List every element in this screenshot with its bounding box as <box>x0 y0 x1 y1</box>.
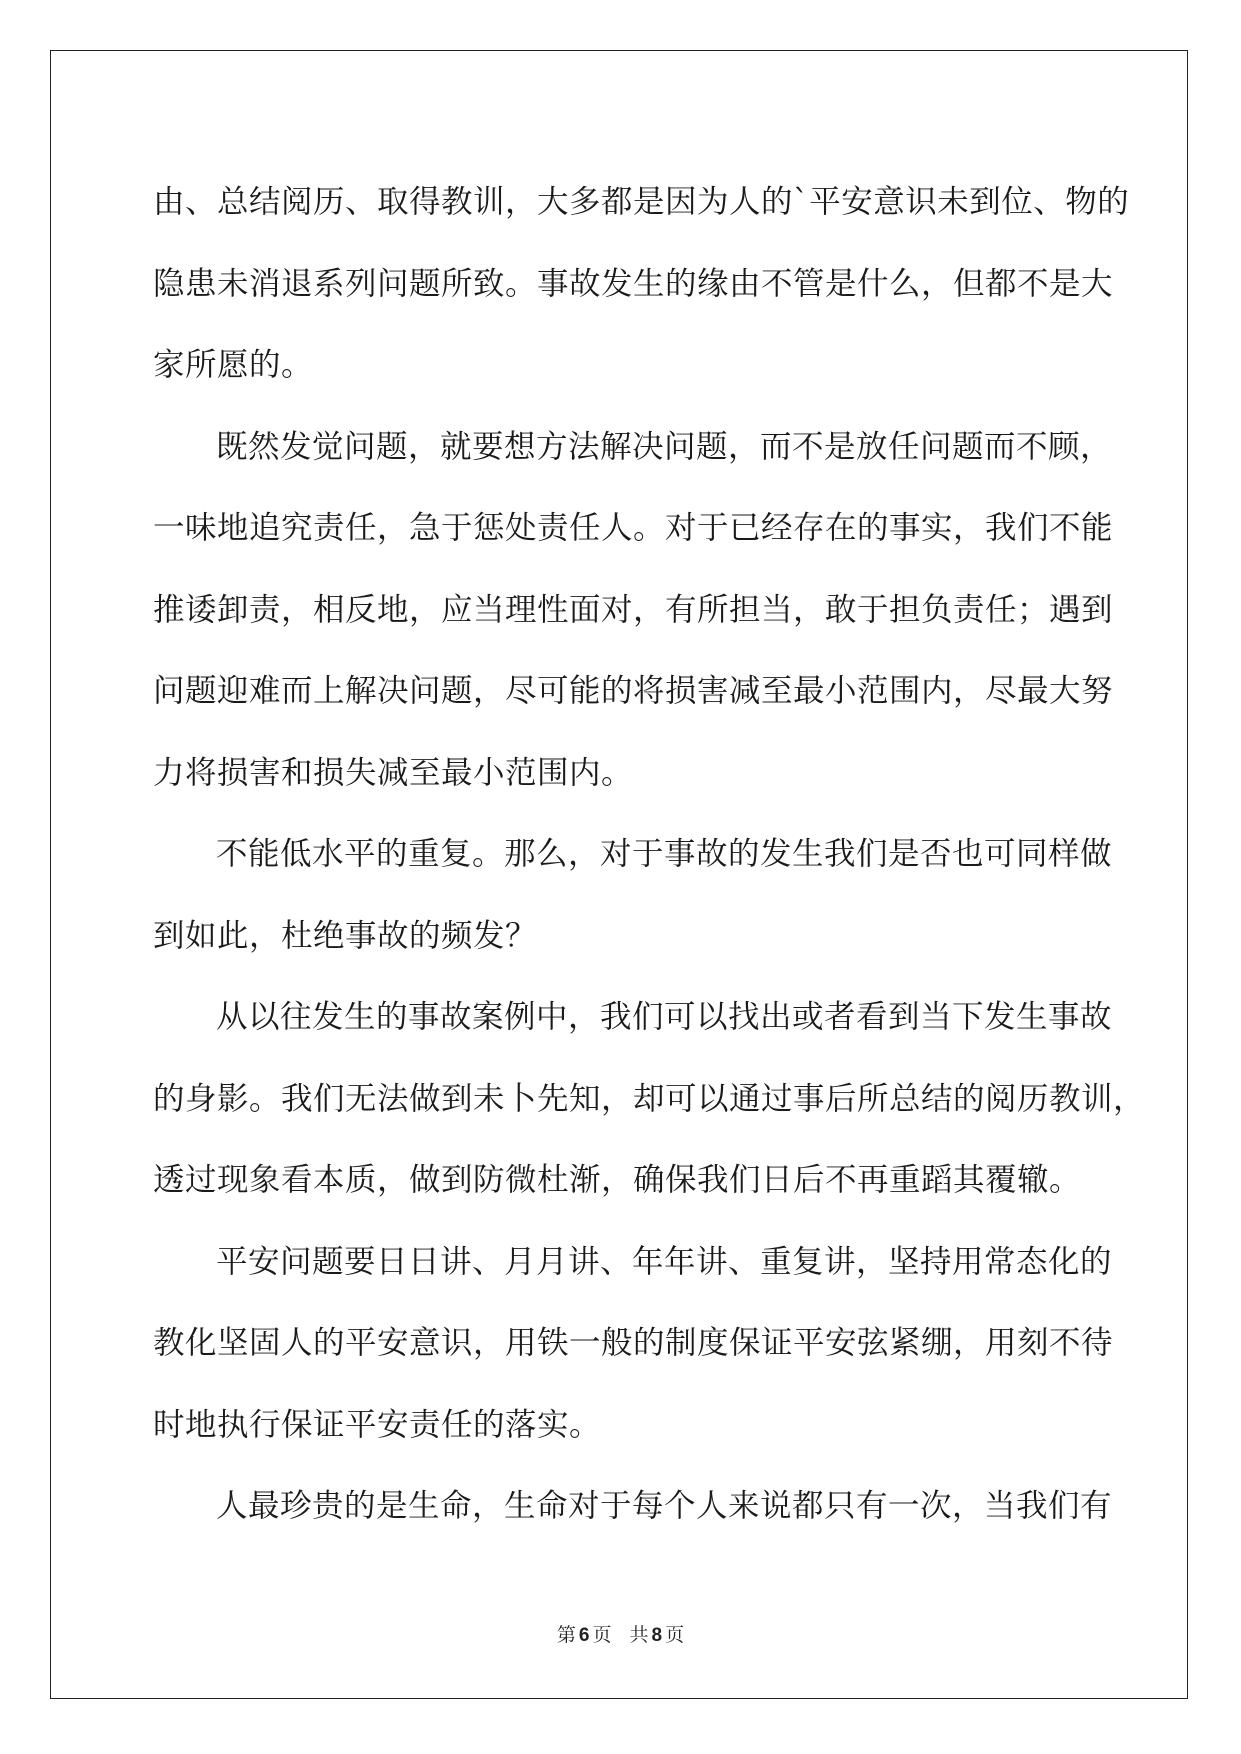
text-line: 问题迎难而上解决问题，尽可能的将损害减至最小范围内，尽最大努 <box>153 673 1114 709</box>
page-footer <box>0 1620 1241 1647</box>
text-line: 既然发觉问题，就要想方法解决问题，而不是放任问题而不顾， <box>216 428 1113 465</box>
text-block <box>153 162 1146 1548</box>
page-total-suffix: 页 <box>665 1624 685 1646</box>
text-line: 一味地追究责任，急于惩处责任人。对于已经存在的事实，我们不能 <box>153 510 1114 546</box>
text-line: 推诿卸责，相反地，应当理性面对，有所担当，敢于担负责任；遇到 <box>153 591 1114 628</box>
text-line: 隐患未消退系列问题所致。事故发生的缘由不管是什么，但都不是大 <box>153 265 1114 302</box>
document-body <box>153 162 1146 1548</box>
page-number-prefix: 第 <box>556 1624 576 1646</box>
text-line: 到如此，杜绝事故的频发？ <box>153 917 538 954</box>
page-number-suffix: 页 <box>592 1624 612 1646</box>
page-total: 8 <box>651 1625 663 1646</box>
page-number: 6 <box>578 1625 590 1646</box>
text-line: 不能低水平的重复。那么，对于事故的发生我们是否也可同样做 <box>216 836 1113 872</box>
text-line: 时地执行保证平安责任的落实。 <box>153 1406 602 1443</box>
text-line: 由、总结阅历、取得教训，大多都是因为人的`平安意识未到位、物的 <box>153 184 1130 220</box>
text-line: 透过现象看本质，做到防微杜渐，确保我们日后不再重蹈其覆辙。 <box>153 1162 1082 1198</box>
text-line: 从以往发生的事故案例中，我们可以找出或者看到当下发生事故 <box>216 999 1113 1035</box>
page-total-prefix: 共 <box>629 1624 649 1646</box>
text-line: 平安问题要日日讲、月月讲、年年讲、重复讲，坚持用常态化的 <box>216 1243 1113 1280</box>
text-line: 力将损害和损失减至最小范围内。 <box>153 754 634 791</box>
text-line: 家所愿的。 <box>153 347 314 383</box>
text-line: 的身影。我们无法做到未卜先知，却可以通过事后所总结的阅历教训， <box>153 1080 1146 1117</box>
text-line: 教化坚固人的平安意识，用铁一般的制度保证平安弦紧绷，用刻不待 <box>153 1325 1114 1361</box>
text-line: 人最珍贵的是生命，生命对于每个人来说都只有一次，当我们有 <box>216 1488 1113 1524</box>
